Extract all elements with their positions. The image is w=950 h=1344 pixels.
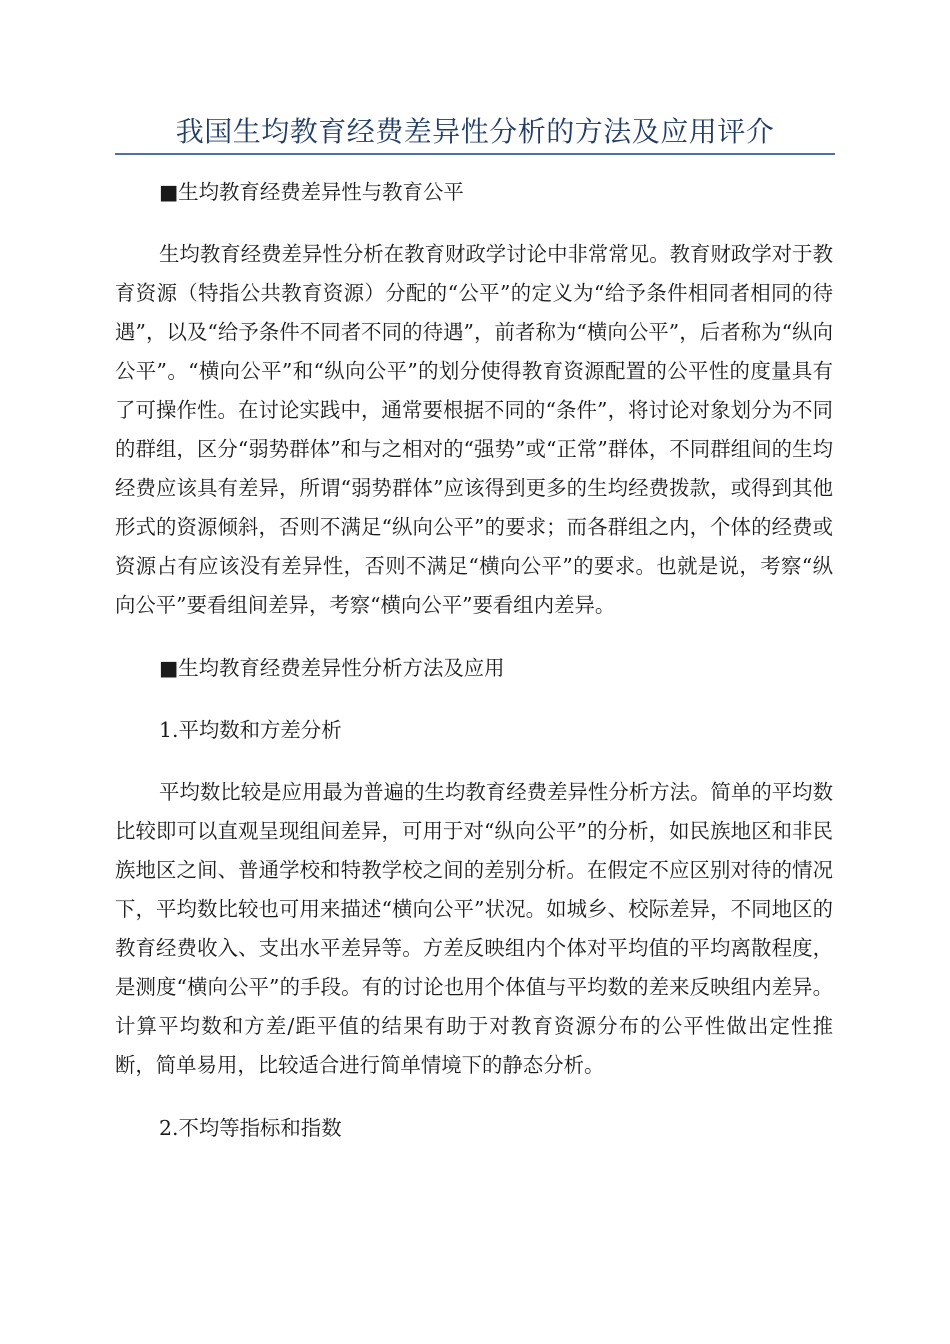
subsection-heading-inequality-index: 2.不均等指标和指数 — [159, 1116, 342, 1140]
spacer — [115, 1085, 833, 1109]
subsection-heading-mean-variance: 1.平均数和方差分析 — [159, 718, 342, 742]
document-title: 我国生均教育经费差异性分析的方法及应用评介 — [175, 115, 775, 148]
document-body — [115, 173, 833, 1148]
spacer — [115, 688, 833, 711]
paragraph-equity: 生均教育经费差异性分析在教育财政学讨论中非常常见。教育财政学对于教育资源（特指公共教育资源）分配的“公平”的定义为“给予条件相同者相同的待遇”，以及“给予条件不同者不同的待遇”，前者称为“横向公平”，后者称为“纵向公平”。“横向公平”和“纵向公平”的划分使得教育资源配置的公平性的度量具有了可操作性。在讨论实践中，通常要根据不同的“条件”，将讨论对象划分为不同的群组，区分“弱势群体”和与之相对的“强势”或“正常”群体，不同群组间的生均经费应该具有差异，所谓“弱势群体”应该得到更多的生均经费拨款，或得到其他形式的资源倾斜，否则不满足“纵向公平”的要求；而各群组之内，个体的经费或资源占有应该没有差异性，否则不满足“横向公平”的要求。也就是说，考察“纵向公平”要看组间差异，考察“横向公平”要看组内差异。 — [115, 242, 833, 617]
section-heading-equity: ■生均教育经费差异性与教育公平 — [159, 180, 464, 204]
title-underline — [115, 153, 835, 155]
spacer — [115, 625, 833, 649]
spacer — [115, 212, 833, 235]
spacer — [115, 750, 833, 773]
section-heading-methods: ■生均教育经费差异性分析方法及应用 — [159, 656, 505, 680]
paragraph-mean-variance: 平均数比较是应用最为普遍的生均教育经费差异性分析方法。简单的平均数比较即可以直观呈现组间差异，可用于对“纵向公平”的分析，如民族地区和非民族地区之间、普通学校和特教学校之间的差别分析。在假定不应区别对待的情况下，平均数比较也可用来描述“横向公平”状况。如城乡、校际差异，不同地区的教育经费收入、支出水平差异等。方差反映组内个体对平均值的平均离散程度，是测度“横向公平”的手段。有的讨论也用个体值与平均数的差来反映组内差异。计算平均数和方差/距平值的结果有助于对教育资源分布的公平性做出定性推断，简单易用，比较适合进行简单情境下的静态分析。 — [115, 780, 833, 1077]
